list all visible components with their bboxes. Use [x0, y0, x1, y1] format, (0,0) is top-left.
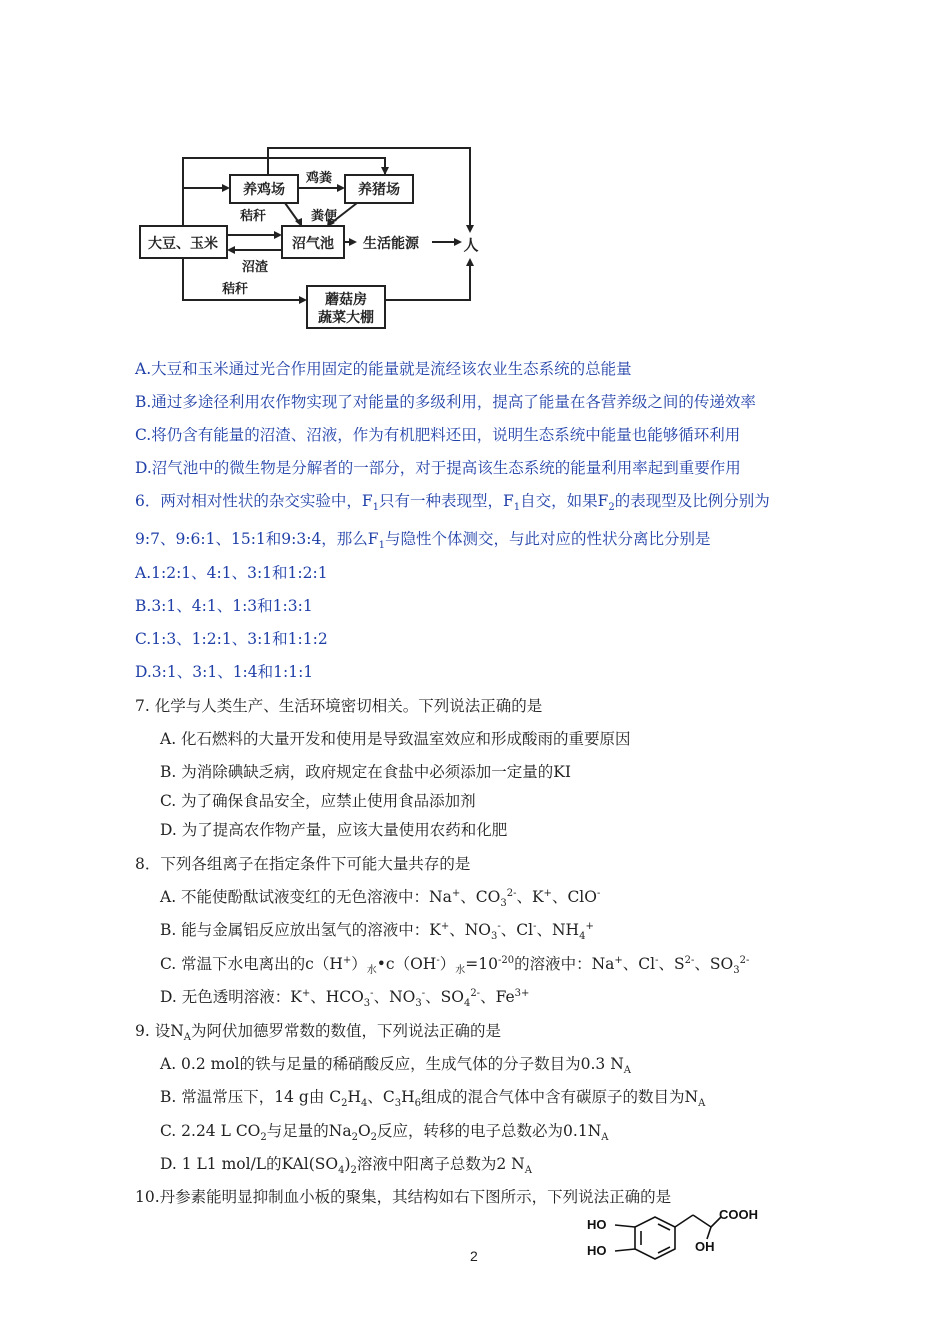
label-life-energy: 生活能源 [363, 236, 419, 252]
q5-option-c: C.将仍含有能量的沼渣、沼液，作为有机肥料还田，说明生态系统中能量也能够循环利用 [135, 426, 741, 444]
q7-option-c: C. 为了确保食品安全，应禁止使用食品添加剂 [160, 792, 476, 810]
q6-option-b: B.3:1、4:1、1:3和1:3:1 [135, 597, 313, 615]
q7-option-b: B. 为消除碘缺乏病，政府规定在食盐中必须添加一定量的KI [160, 763, 571, 781]
label-cooh: COOH [719, 1207, 758, 1222]
q8-option-b: B. 能与金属铝反应放出氢气的溶液中：K+、$NO_3^-$、Cl-、$NH_4^+$ [160, 920, 594, 943]
danshensu-structure [585, 1205, 760, 1285]
label-chicken-manure: 鸡粪 [305, 171, 333, 186]
q5-option-a: A.大豆和玉米通过光合作用固定的能量就是流经该农业生态系统的总能量 [135, 360, 632, 378]
label-person: 人 [463, 236, 479, 254]
q6-option-a: A.1:2:1、4:1、3:1和1:2:1 [135, 564, 328, 582]
label-mushroom-1: 蘑菇房 [325, 292, 367, 308]
q6-option-d: D.3:1、3:1、1:4和1:1:1 [135, 663, 314, 681]
q8-option-a: A. 不能使酚酞试液变红的无色溶液中：Na+、$CO_3^{2-}$、K+、ClO- [160, 887, 601, 910]
q8-stem: 8．下列各组离子在指定条件下可能大量共存的是 [135, 855, 471, 873]
label-straw-2: 秸秆 [221, 282, 249, 297]
q9-option-c: C. 2.24 L $CO_2$与足量的$Na_2O_2$反应，转移的电子总数必为$0.1N_A$ [160, 1122, 609, 1144]
label-oh: OH [695, 1239, 715, 1254]
label-manure: 粪便 [310, 209, 338, 224]
q10-stem: 10.丹参素能明显抑制血小板的聚集，其结构如右下图所示，下列说法正确的是 [135, 1188, 672, 1206]
label-straw-1: 秸秆 [239, 209, 267, 224]
label-chicken-farm: 养鸡场 [243, 182, 285, 198]
q8-option-c: C. 常温下水电离出的$c(H^+)_水•c(OH^-)_水=10^{-20}$的溶液中：Na+、Cl-、$S^{2-}$、$SO_3^{2-}$ [160, 954, 750, 977]
q5-option-b: B.通过多途径利用农作物实现了对能量的多级利用，提高了能量在各营养级之间的传递效率 [135, 393, 756, 411]
q5-option-d: D.沼气池中的微生物是分解者的一部分，对于提高该生态系统的能量利用率起到重要作用 [135, 459, 741, 477]
label-residue: 沼渣 [241, 260, 269, 275]
q7-option-a: A. 化石燃料的大量开发和使用是导致温室效应和形成酸雨的重要原因 [160, 730, 631, 748]
label-crops: 大豆、玉米 [148, 236, 218, 252]
page-number: 2 [470, 1248, 478, 1264]
q6-stem-line2: 9:7、9:6:1、15:1和9:3:4，那么$F_1$与隐性个体测交，与此对应的性状分离比分别是 [135, 530, 711, 552]
q7-stem: 7. 化学与人类生产、生活环境密切相关。下列说法正确的是 [135, 697, 543, 715]
q9-option-b: B. 常温常压下，14 g由 $C_2H_4$、$C_3H_6$组成的混合气体中含有碳原子的数目为$N_A$ [160, 1088, 706, 1110]
label-pig-farm: 养猪场 [358, 182, 400, 198]
q8-option-d: D. 无色透明溶液：K+、$HCO_3^-$、$NO_3^-$、$SO_4^{2-}$、$Fe^{3+}$ [160, 987, 530, 1010]
q6-stem-line1: 6．两对相对性状的杂交实验中，$F_1$只有一种表现型，$F_1$自交，如果$F_2$的表现型及比例分别为 [135, 492, 770, 514]
label-biogas-pit: 沼气池 [292, 236, 334, 252]
ecosystem-flow-diagram [135, 138, 480, 338]
q7-option-d: D. 为了提高农作物产量，应该大量使用农药和化肥 [160, 821, 508, 839]
q9-stem: 9. 设$N_A$为阿伏加德罗常数的数值，下列说法正确的是 [135, 1022, 502, 1044]
label-mushroom-2: 蔬菜大棚 [318, 310, 374, 326]
q9-option-d: D. 1 L1 mol/L的$KAl(SO_4)_2$溶液中阳离子总数为2 $N_A$ [160, 1155, 532, 1177]
q9-option-a: A. 0.2 mol的铁与足量的稀硝酸反应，生成气体的分子数目为0.3 $N_A$ [160, 1055, 631, 1077]
label-ho-1: HO [587, 1217, 607, 1232]
label-ho-2: HO [587, 1243, 607, 1258]
q6-option-c: C.1:3、1:2:1、3:1和1:1:2 [135, 630, 328, 648]
